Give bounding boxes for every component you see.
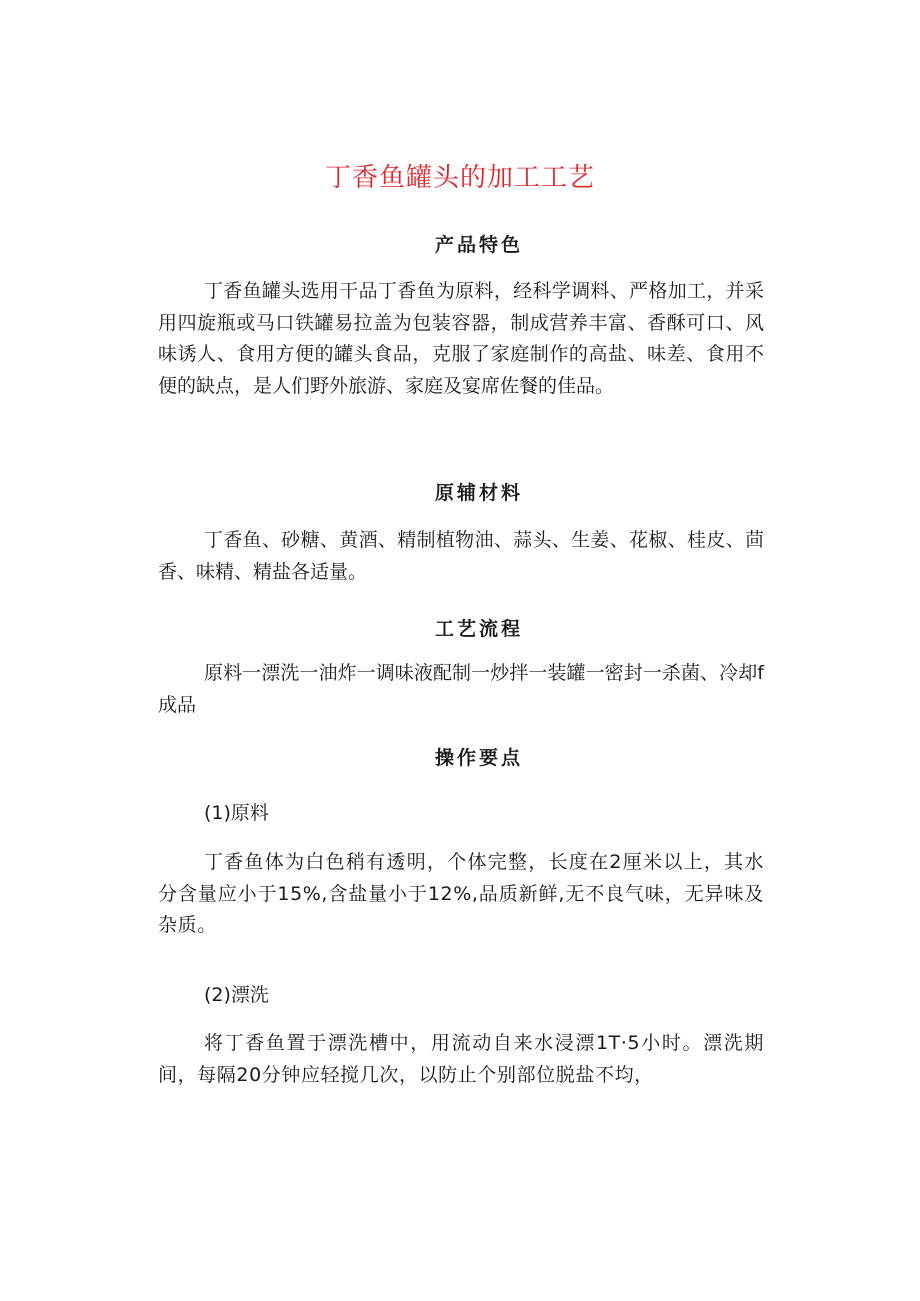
heading-operation: 操作要点 [434,747,523,769]
document-title: 丁香鱼罐头的加工工艺 [324,163,595,193]
heading-features: 产品特色 [434,234,523,256]
paragraph-features: 丁香鱼罐头选用干品丁香鱼为原料，经科学调料、严格加工，并采用四旋瓶或马口铁罐易拉盖为包装容器，制成营养丰富、香酥可口、风味诱人、食用方便的罐头食品，克服了家庭制作的高盐、味差、食用不便的缺点，是人们野外旅游、家庭及宴席佐餐的佳品。 [158,280,764,397]
operation-item-2-text: 将丁香鱼置于漂洗槽中，用流动自来水浸漂1T·5小时。漂洗期间，每隔20分钟应轻搅几次，以防止个别部位脱盐不均， [158,1032,764,1086]
paragraph-process: 原料一漂洗一油炸一调味液配制一炒拌一装罐一密封一杀菌、冷却f成品 [158,662,764,716]
operation-item-1-text: 丁香鱼体为白色稍有透明，个体完整，长度在2厘米以上，其水分含量应小于15%,含盐量小于12%,品质新鲜,无不良气味，无异味及杂质。 [158,851,764,936]
operation-item-2-label: (2)漂洗 [204,984,269,1006]
heading-process: 工艺流程 [434,618,523,640]
heading-materials: 原辅材料 [434,482,523,504]
paragraph-materials: 丁香鱼、砂糖、黄酒、精制植物油、蒜头、生姜、花椒、桂皮、茴香、味精、精盐各适量。 [158,529,764,583]
operation-item-1-label: (1)原料 [204,802,269,824]
